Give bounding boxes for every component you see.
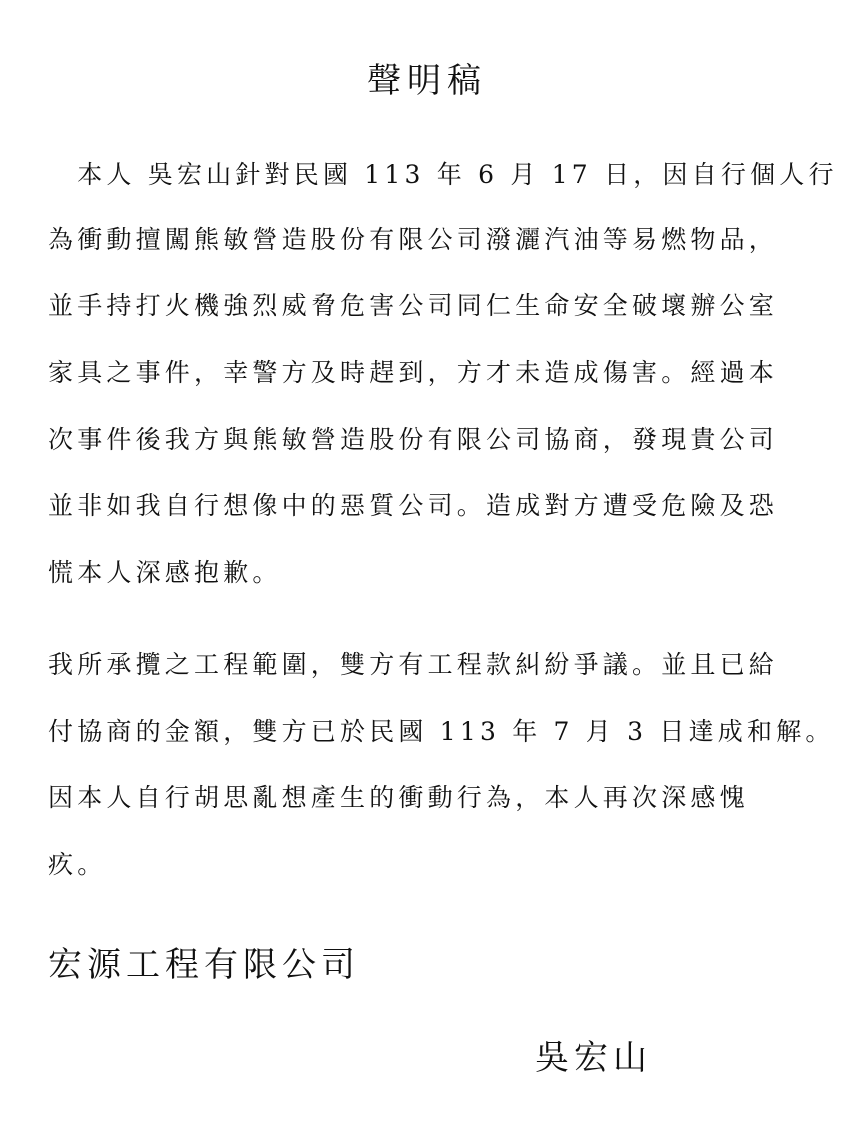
paragraph-1-line: 並手持打火機強烈威脅危害公司同仁生命安全破壞辦公室 <box>48 291 779 320</box>
signer-name: 吳宏山 <box>535 1038 652 1078</box>
paragraph-1-line: 本人 吳宏山針對民國 113 年 6 月 17 日，因自行個人行 <box>48 160 838 189</box>
paragraph-1-line: 為衝動擅闖熊敏營造股份有限公司潑灑汽油等易燃物品， <box>48 225 779 254</box>
paragraph-1-line: 慌本人深感抱歉。 <box>48 558 282 587</box>
paragraph-2-line: 我所承攬之工程範圍，雙方有工程款糾紛爭議。並且已給 <box>48 650 779 679</box>
paragraph-2-line: 因本人自行胡思亂想產生的衝動行為，本人再次深感愧 <box>48 783 749 812</box>
paragraph-2-line: 疚。 <box>48 850 107 879</box>
paragraph-2-line: 付協商的金額，雙方已於民國 113 年 7 月 3 日達成和解。 <box>48 717 835 746</box>
paragraph-1-line: 家具之事件，幸警方及時趕到，方才未造成傷害。經過本 <box>48 358 779 387</box>
paragraph-1-line: 並非如我自行想像中的惡質公司。造成對方遭受危險及恐 <box>48 491 779 520</box>
company-name: 宏源工程有限公司 <box>48 945 360 985</box>
document-title: 聲明稿 <box>367 61 487 101</box>
paragraph-1-line: 次事件後我方與熊敏營造股份有限公司協商，發現貴公司 <box>48 425 779 454</box>
